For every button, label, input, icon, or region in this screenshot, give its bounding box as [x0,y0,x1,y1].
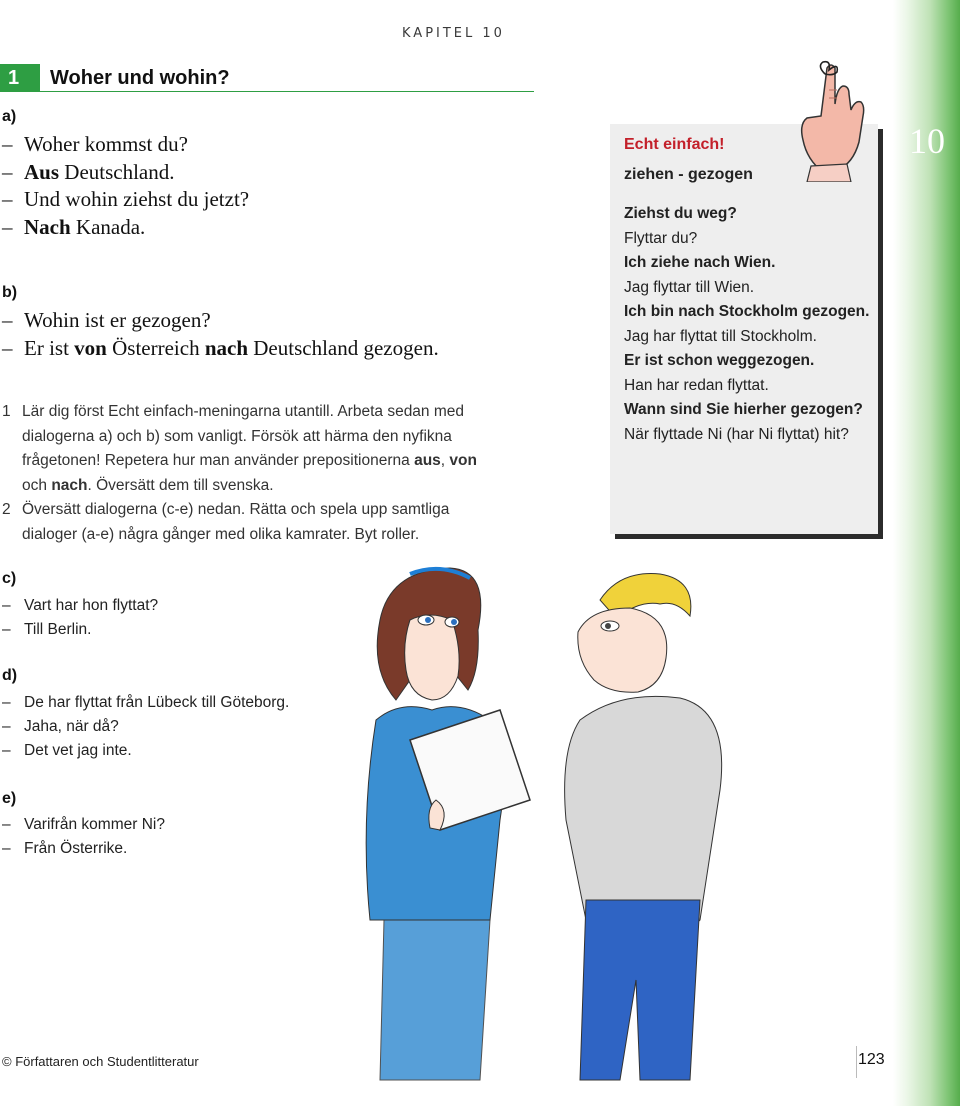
dialog-line: – Woher kommst du? [2,132,188,156]
dialog-line: – Det vet jag inte. [2,742,132,759]
dialog-line: – Varifrån kommer Ni? [2,816,165,833]
chapter-tab-number: 10 [909,121,945,161]
page-number: 123 [858,1051,885,1068]
german-phrase: Ziehst du weg? [624,205,737,222]
german-phrase: Ich bin nach Stockholm gezogen. [624,303,870,320]
section-number: 1 [0,64,40,92]
instruction-2: 2 Översätt dialogerna (c-e) nedan. Rätta och spela upp samtliga dialoger (a-e) några gånger med olika kamrater. Byt roller. [2,501,450,543]
dialog-line: – Jaha, när då? [2,718,119,735]
two-teenagers-illustration [340,560,760,1100]
dialog-d-label: d) [2,667,18,684]
chapter-edge-bar [893,0,960,1106]
german-phrase: Er ist schon weggezogen. [624,352,815,369]
dialog-line: – Till Berlin. [2,621,92,638]
echt-einfach-box [610,124,878,534]
dialog-e [2,813,165,861]
dialog-line: – Aus Deutschland. [2,159,175,184]
dialog-line: – Vart har hon flyttat? [2,597,159,614]
dialog-line: – De har flyttat från Lübeck till Göteborg. [2,694,290,711]
dialog-line: – Er ist von Österreich nach Deutschland gezogen. [2,335,439,360]
copyright: © Författaren och Studentlitteratur [2,1054,199,1069]
dialog-b-label: b) [2,284,18,301]
german-phrase: Ich ziehe nach Wien. [624,254,776,271]
section-rule [40,91,534,92]
swedish-translation: När flyttade Ni (har Ni flyttat) hit? [624,425,849,443]
dialog-a-label: a) [2,108,17,125]
swedish-translation: Han har redan flyttat. [624,376,769,394]
dialog-line: – Und wohin ziehst du jetzt? [2,187,250,211]
verb-pair: ziehen - gezogen [624,166,753,183]
german-phrase: Wann sind Sie hierher gezogen? [624,401,863,418]
footer-divider [856,1046,857,1078]
hand-with-string-illustration [793,60,879,182]
dialog-line: – Nach Kanada. [2,214,146,239]
swedish-translation: Jag har flyttat till Stockholm. [624,327,817,345]
dialog-b [2,307,439,362]
dialog-line: – Wohin ist er gezogen? [2,308,211,332]
swedish-translation: Flyttar du? [624,229,698,247]
dialog-d [2,691,289,763]
swedish-translation: Jag flyttar till Wien. [624,278,755,296]
instruction-1: 1 Lär dig först Echt einfach-meningarna utantill. Arbeta sedan med dialogerna a) och b) som vanligt. Försök att härma den nyfikna frågetonen! Repetera hur man använder prepositionerna aus, von och nach. Översätt dem till svenska. [2,403,477,494]
section-title: Woher und wohin? [50,67,230,89]
dialog-line: – Från Österrike. [2,840,128,857]
dialog-c-label: c) [2,570,17,587]
dialog-a [2,131,249,241]
section-heading [0,64,534,92]
chapter-header: KAPITEL 10 [402,26,505,41]
dialog-c [2,594,158,642]
dialog-e-label: e) [2,790,17,807]
box-title: Echt einfach! [624,136,725,153]
